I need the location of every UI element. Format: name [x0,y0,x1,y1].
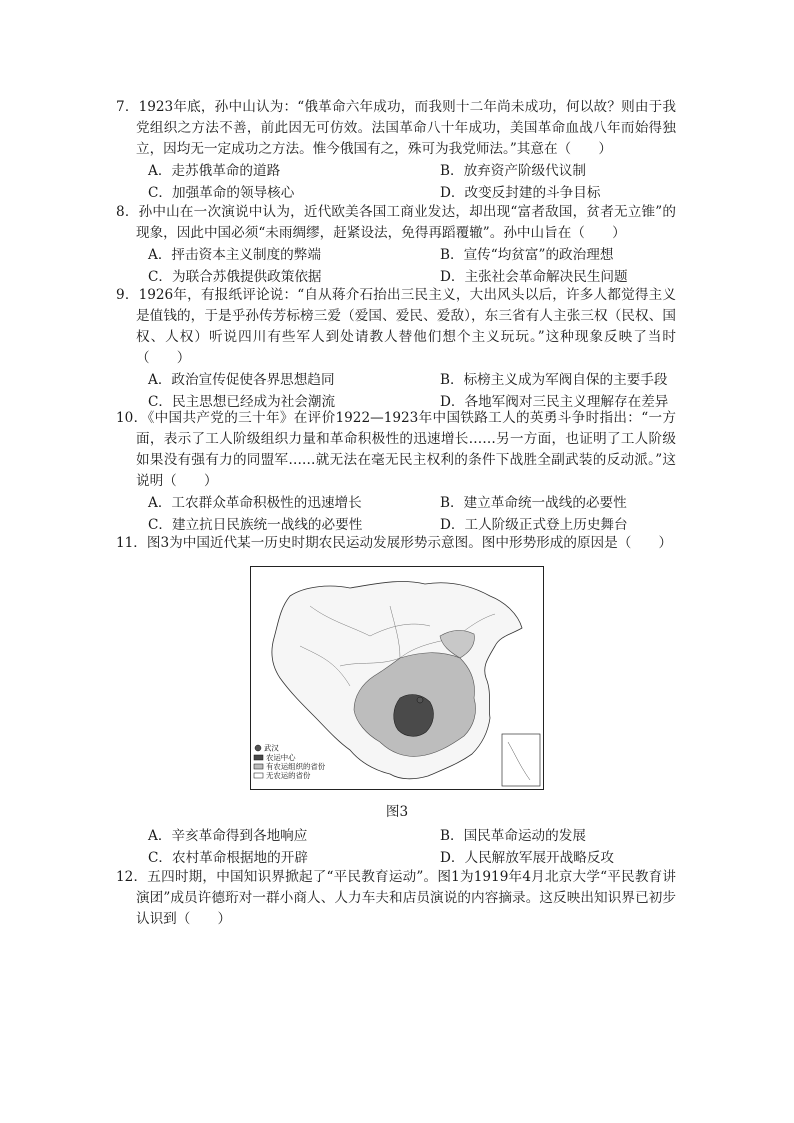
legend-none-swatch [254,773,263,778]
legend-wuhan-swatch [255,745,261,751]
legend-center-swatch [254,755,263,760]
question-stem: 8．孙中山在一次演说中认为，近代欧美各国工商业发达，却出现“富者敌国，贫者无立锥”的现象，因此中国必须“未雨绸缪，赶紧设法，免得再蹈覆辙”。孙中山旨在（ ） [116,204,676,241]
wuhan-marker [417,697,423,703]
legend-wuhan: 武汉 [264,743,279,753]
options-row [116,826,676,847]
question-stem: 7．1923年底，孙中山认为：“俄革命六年成功，而我则十二年尚未成功，何以故？则由于我党组织之方法不善，前此因无可仿效。法国革命八十年成功，美国革命血战八年而始得独立，因均无一定成功之方法。惟今俄国有之，殊可为我党师法。”其意在（ ） [116,99,676,157]
option-d[interactable]: D．各地军阀对三民主义理解存在差异 [440,394,669,410]
option-a[interactable]: A．政治宣传促使各界思想趋同 [148,372,335,388]
option-d[interactable]: D．工人阶级正式登上历史舞台 [440,517,628,533]
legend-center: 农运中心 [266,753,296,762]
option-d[interactable]: D．主张社会革命解决民生问题 [440,269,628,285]
question-8 [116,202,676,288]
legend-organized-swatch [254,764,263,769]
option-c[interactable]: C．农村革命根据地的开辟 [148,850,308,866]
option-d[interactable]: D．改变反封建的斗争目标 [440,185,601,201]
option-a[interactable]: A．抨击资本主义制度的弊端 [148,247,321,263]
option-b[interactable]: B．宣传“均贫富”的政治理想 [440,247,614,263]
option-b[interactable]: B．国民革命运动的发展 [440,828,586,844]
option-c[interactable]: C．建立抗日民族统一战线的必要性 [148,517,363,533]
options-row [116,183,676,204]
question-stem: 10．《中国共产党的三十年》在评价1922—1923年中国铁路工人的英勇斗争时指出：“一方面，表示了工人阶级组织力量和革命积极性的迅速增长……另一方面，也证明了工人阶级如果没有强有力的同盟军……就无法在毫无民主权利的条件下战胜全副武装的反动派。”这说明（ ） [116,410,676,489]
options-row [116,161,676,182]
option-c[interactable]: C．为联合苏俄提供政策依据 [148,269,322,285]
option-c[interactable]: C．民主思想已经成为社会潮流 [148,394,336,410]
option-a[interactable]: A．工农群众革命积极性的迅速增长 [148,495,362,511]
option-c[interactable]: C．加强革命的领导核心 [148,185,295,201]
question-7 [116,97,676,204]
options-row [116,245,676,266]
question-11-options [116,825,676,869]
option-b[interactable]: B．放弃资产阶级代议制 [440,163,586,179]
question-10 [116,408,676,536]
figure-caption: 图3 [385,804,409,820]
options-row [116,493,676,514]
options-row [116,848,676,869]
question-11 [116,533,676,554]
china-peasant-movement-map [250,566,544,790]
options-row [116,370,676,391]
inset-frame [502,734,540,786]
question-stem: 12．五四时期，中国知识界掀起了“平民教育运动”。图1为1919年4月北京大学“平民教育讲演团”成员许德珩对一群小商人、人力车夫和店员演说的内容摘录。这反映出知识界已初步认识到（ ） [116,869,676,927]
legend-none: 无农运的省份 [266,771,311,780]
peasant-movement-center [394,695,434,737]
question-stem: 9．1926年，有报纸评论说：“自从蒋介石抬出三民主义，大出风头以后，许多人都觉得主义是值钱的，于是乎孙传芳标榜三爱（爱国、爱民、爱敌），东三省有人主张三权（民权、国权、人权）听说四川有些军人到处请教人替他们想个主义玩玩。”这种现象反映了当时（ ） [116,287,676,366]
option-a[interactable]: A．走苏俄革命的道路 [148,163,281,179]
legend-organized: 有农运组织的省份 [266,762,326,771]
question-stem: 11．图3为中国近代某一历史时期农民运动发展形势示意图。图中形势形成的原因是（ ） [116,535,673,551]
question-12 [116,867,676,930]
question-9 [116,285,676,413]
option-b[interactable]: B．建立革命统一战线的必要性 [440,495,627,511]
option-a[interactable]: A．辛亥革命得到各地响应 [148,828,308,844]
option-b[interactable]: B．标榜主义成为军阀自保的主要手段 [440,372,668,388]
option-d[interactable]: D．人民解放军展开战略反攻 [440,850,615,866]
